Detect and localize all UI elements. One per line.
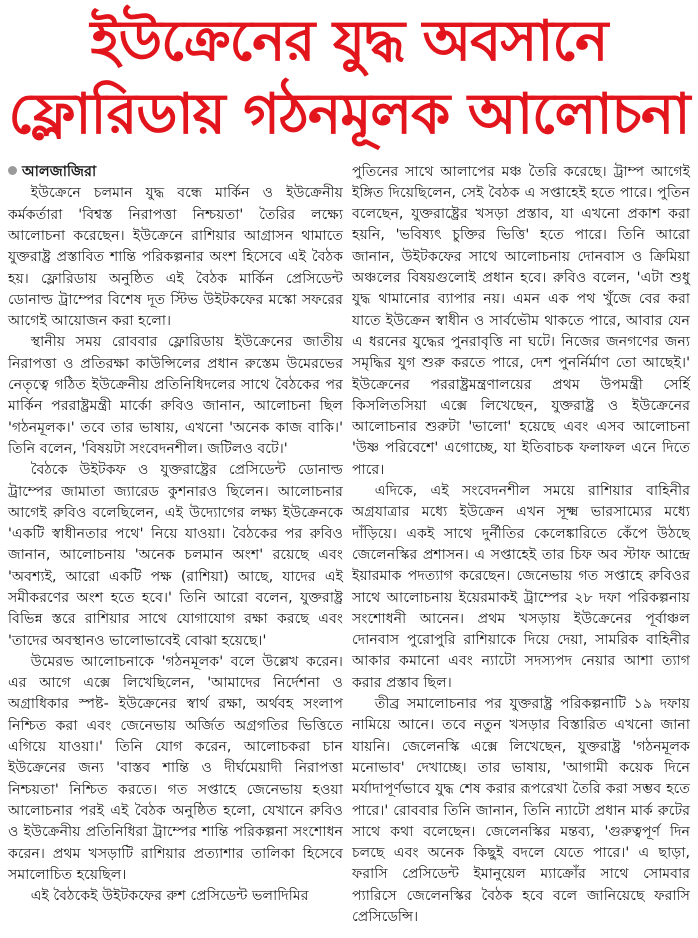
headline-line-1: ইউক্রেনের যুদ্ধ অবসানে (90, 9, 608, 74)
paragraph: স্থানীয় সময় রোববার ফ্লোরিডায় ইউক্রেনের জাতীয় নিরাপত্তা ও প্রতিরক্ষা কাউন্সিলের প্রধান রুস্তেম উমেরভের নেতৃত্বে গঠিত ইউক্রেনীয় প্রতিনিধিদলের সাথে বৈঠকের পর মার্কিন পররাষ্ট্রমন্ত্রী মার্কো রুবিও জানান, আলোচনা ছিল 'গঠনমূলক।' তবে তার ভাষায়, এখনো 'অনেক কাজ বাকি।' তিনি বলেন, 'বিষয়টা সংবেদনশীল। জটিলও বটে।' (8, 334, 343, 457)
paragraph: উমেরভ আলোচনাকে 'গঠনমূলক' বলে উল্লেখ করেন। এর আগে এক্সে লিখেছিলেন, 'আমাদের নির্দেশনা ও অগ্রাধিকার স্পষ্ট- ইউক্রেনের স্বার্থ রক্ষা, অর্থবহ সংলাপ নিশ্চিত করা এবং জেনেভায় অর্জিত অগ্রগতির ভিত্তিতে এগিয়ে যাওয়া।' তিনি যোগ করেন, আলোচকরা চান ইউক্রেনের জন্য 'বাস্তব শান্তি ও দীর্ঘমেয়াদী নিরাপত্তা নিশ্চয়তা' নিশ্চিত করতে। গত সপ্তাহে জেনেভায় হওয়া আলোচনার পরই এই বৈঠক অনুষ্ঠিত হলো, যেখানে রুবিও ও ইউক্রেনীয় প্রতিনিধিরা ট্রাম্পের শান্তি পরিকল্পনা সংশোধন করেন। প্রথম খসড়াটি রাশিয়ার প্রত্যাশার তালিকা হিসেবে সমালোচিত হয়েছিল। (8, 653, 343, 883)
paragraph: বৈঠকে উইটকফ ও যুক্তরাষ্ট্রের প্রেসিডেন্ট ডোনাল্ড ট্রাম্পের জামাতা জ্যারেড কুশনারও ছিলেন। আলোচনার আগেই রুবিও বলেছিলেন, এই উদ্যোগের লক্ষ্য ইউক্রেনকে 'একটি স্বাধীনতার পথে' নিয়ে যাওয়া। বৈঠকের পর রুবিও জানান, আলোচনায় 'অনেক চলমান অংশ' রয়েছে এবং 'অবশ্যই, আরো একটি পক্ষ (রাশিয়া) আছে, যাদের এই সমীকরণের অংশ হতে হবে।' তিনি আরো বলেন, যুক্তরাষ্ট্র বিভিন্ন স্তরে রাশিয়ার সাথে যোগাযোগ রক্ষা করছে এবং 'তাদের অবস্থানও ভালোভাবেই বোঝা হয়েছে।' (8, 462, 343, 649)
headline-line-2: ফ্লোরিডায় গঠনমূলক আলোচনা (8, 81, 690, 147)
byline (8, 162, 343, 184)
bullet-icon (8, 166, 17, 175)
paragraph: এদিকে, এই সংবেদনশীল সময়ে রাশিয়ার বাহিনীর অগ্রযাত্রার মধ্যে ইউক্রেন এখন সূক্ষ্ম ভারসাম্যের মধ্যে দাঁড়িয়ে। একই সাথে দুর্নীতির কেলেঙ্কারিতে কেঁপে উঠছে জেলেনস্কির প্রশাসন। এ সপ্তাহেই তার চিফ অব স্টাফ আন্দ্রে ইয়ারমাক পদত্যাগ করেছেন। জেনেভায় গত সপ্তাহে রুবিওর সাথে আলোচনায় ইয়েরমাকই ট্রাম্পের ২৮ দফা পরিকল্পনায় সংশোধনী আনেন। প্রথম খসড়ায় ইউক্রেনের পূর্বাঞ্চল দোনবাস পুরোপুরি রাশিয়াকে দিয়ে দেয়া, সামরিক বাহিনীর আকার কমানো এবং ন্যাটো সদস্যপদ নেয়ার আশা ত্যাগ করার প্রস্তাব ছিল। (352, 483, 690, 691)
paragraph: এই বৈঠকেই উইটকফের রুশ প্রেসিডেন্ট ভলাদিমির (30, 888, 309, 905)
byline-source: আলজাজিরা (22, 163, 97, 180)
paragraph: তীব্র সমালোচনার পর যুক্তরাষ্ট্র পরিকল্পনাটি ১৯ দফায় নামিয়ে আনে। তবে নতুন খসড়ার বিস্তারিত এখনো জানা যায়নি। জেলেনস্কি এক্সে লিখেছেন, যুক্তরাষ্ট্র 'গঠনমূলক মনোভাব' দেখাচ্ছে। তার ভাষায়, 'আগামী কয়েক দিনে মর্যাদাপূর্ণভাবে যুদ্ধ শেষ করার রূপরেখা তৈরি করা সম্ভব হতে পারে।' রোববার তিনি জানান, তিনি ন্যাটো প্রধান মার্ক রুটের সাথে কথা বলেছেন। জেলেনস্কির মন্তব্য, 'গুরুত্বপূর্ণ দিন চলছে এবং অনেক কিছুই বদলে যেতে পারে।' এ ছাড়া, ফরাসি প্রেসিডেন্ট ইমানুয়েল ম্যাক্রোঁর সাথে সোমবার প্যারিসে জেলেনস্কির বৈঠক হবে বলে জানিয়েছে ফরাসি প্রেসিডেন্সি। (352, 696, 690, 925)
headline (0, 0, 698, 152)
article-column-right (352, 162, 690, 929)
paragraph: ইউক্রেনে চলমান যুদ্ধ বন্ধে মার্কিন ও ইউক্রেনীয় কর্মকর্তারা 'বিশ্বস্ত নিরাপত্তা নিশ্চয়তা' তৈরির লক্ষ্যে আলোচনা করেছেন। ইউক্রেনে রাশিয়ার আগ্রাসন থামাতে যুক্তরাষ্ট্র প্রস্তাবিত শান্তি পরিকল্পনার অংশ হিসেবে এই বৈঠক হয়। ফ্লোরিডায় অনুষ্ঠিত এই বৈঠক মার্কিন প্রেসিডেন্ট ডোনাল্ড ট্রাম্পের বিশেষ দূত স্টিভ উইটকফের মস্কো সফরের আগেই আয়োজন করা হলো। (8, 185, 343, 330)
article-body (0, 162, 698, 938)
article-column-left (8, 162, 343, 908)
paragraph-continued: পুতিনের সাথে আলাপের মঞ্চ তৈরি করেছে। ট্রাম্প আগেই ইঙ্গিত দিয়েছিলেন, সেই বৈঠক এ সপ্তাহেই হতে পারে। পুতিন বলেছেন, যুক্তরাষ্ট্রের খসড়া প্রস্তাব, যা এখনো প্রকাশ করা হয়নি, 'ভবিষ্যৎ চুক্তির ভিত্তি' হতে পারে। তিনি আরো জানান, উইটকফের সাথে আলোচনায় দোনবাস ও ক্রিমিয়া অঞ্চলের বিষয়গুলোই প্রধান হবে। রুবিও বলেন, 'এটা শুধু যুদ্ধ থামানোর ব্যাপার নয়। এমন এক পথ খুঁজে বের করা যাতে ইউক্রেন স্বাধীন ও সার্বভৌম থাকতে পারে, আবার যেন এ ধরনের যুদ্ধের পুনরাবৃত্তি না ঘটে। নিজের জনগণের জন্য সমৃদ্ধির যুগ শুরু করতে পারে, দেশ পুনর্নির্মাণ তো আছেই।' ইউক্রেনের পররাষ্ট্রমন্ত্রণালয়ের প্রথম উপমন্ত্রী সের্হি কিসলিতসিয়া এক্সে লিখেছেন, যুক্তরাষ্ট্র ও ইউক্রেনের আলোচনার শুরুটা 'ভালো' হয়েছে এবং এসব আলোচনা 'উষ্ণ পরিবেশে' এগোচ্ছে, যা ইতিবাচক ফলাফল এনে দিতে পারে। (352, 163, 690, 478)
